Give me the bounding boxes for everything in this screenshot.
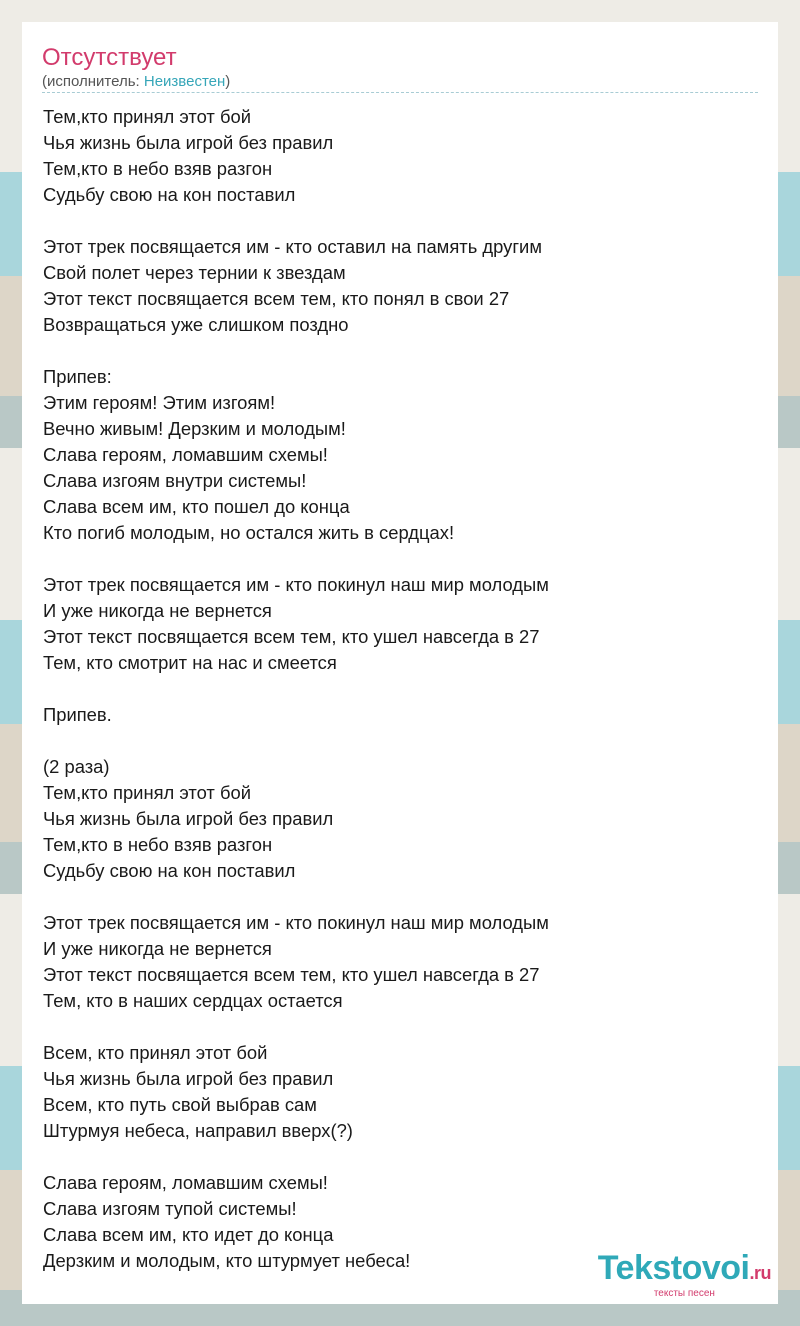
lyric-line: Тем,кто принял этот бой (43, 106, 251, 127)
lyric-line: Тем,кто принял этот бой (43, 782, 251, 803)
lyric-line: Слава изгоям тупой системы! (43, 1198, 297, 1219)
lyric-line: Тем, кто смотрит на нас и смеется (43, 652, 337, 673)
lyric-line: Этот трек посвящается им - кто покинул наш мир молодым (43, 912, 549, 933)
lyric-line: Свой полет через тернии к звездам (43, 262, 346, 283)
logo-tagline: тексты песен (653, 1288, 715, 1299)
lyric-line: Припев: (43, 366, 112, 387)
lyric-line: Судьбу свою на кон поставил (43, 184, 296, 205)
lyric-line: Тем, кто в наших сердцах остается (43, 990, 343, 1011)
lyric-line: Вечно живым! Дерзким и молодым! (43, 418, 346, 439)
lyric-blank-line (43, 1144, 763, 1170)
lyric-line: Слава всем им, кто идет до конца (43, 1224, 334, 1245)
lyric-line: Припев. (43, 704, 112, 725)
lyric-line: Слава героям, ломавшим схемы! (43, 444, 328, 465)
lyric-line: Чья жизнь была игрой без правил (43, 808, 334, 829)
lyric-blank-line (43, 728, 763, 754)
lyric-line: И уже никогда не вернется (43, 600, 272, 621)
lyric-line: Судьбу свою на кон поставил (43, 860, 296, 881)
lyric-line: Слава героям, ломавшим схемы! (43, 1172, 328, 1193)
lyric-line: Кто погиб молодым, но остался жить в сердцах! (43, 522, 455, 543)
lyric-line: (2 раза) (43, 756, 110, 777)
lyric-line: Чья жизнь была игрой без правил (43, 1068, 334, 1089)
lyric-line: Всем, кто путь свой выбрав сам (43, 1094, 317, 1115)
lyric-blank-line (43, 1014, 763, 1040)
site-logo[interactable] (598, 1250, 771, 1299)
lyric-blank-line (43, 338, 763, 364)
lyric-line: Этот текст посвящается всем тем, кто ушел навсегда в 27 (43, 964, 540, 985)
logo-name: Tekstovoi (597, 1249, 750, 1287)
lyric-line: Этот трек посвящается им - кто покинул наш мир молодым (43, 574, 549, 595)
lyric-blank-line (43, 208, 763, 234)
lyric-line: Возвращаться уже слишком поздно (43, 314, 349, 335)
logo-wordmark (598, 1250, 771, 1291)
lyric-line: Слава изгоям внутри системы! (43, 470, 307, 491)
lyric-blank-line (43, 884, 763, 910)
lyric-line: Тем,кто в небо взяв разгон (43, 834, 273, 855)
lyric-line: Этим героям! Этим изгоям! (43, 392, 276, 413)
lyric-line: И уже никогда не вернется (43, 938, 272, 959)
artist-suffix: ) (225, 73, 231, 90)
lyric-line: Слава всем им, кто пошел до конца (43, 496, 350, 517)
artist-line (42, 73, 230, 91)
lyric-line: Этот текст посвящается всем тем, кто понял в свои 27 (43, 288, 510, 309)
lyric-line: Этот текст посвящается всем тем, кто ушел навсегда в 27 (43, 626, 540, 647)
lyric-line: Чья жизнь была игрой без правил (43, 132, 334, 153)
lyric-line: Штурмуя небеса, направил вверх(?) (43, 1120, 353, 1141)
artist-link[interactable]: Неизвестен (143, 73, 226, 90)
lyric-blank-line (43, 676, 763, 702)
lyric-line: Этот трек посвящается им - кто оставил на память другим (43, 236, 542, 257)
lyrics-text (43, 104, 763, 1274)
lyric-line: Тем,кто в небо взяв разгон (43, 158, 273, 179)
lyrics-card (22, 22, 778, 1304)
lyric-line: Дерзким и молодым, кто штурмует небеса! (43, 1250, 411, 1271)
artist-prefix: (исполнитель: (42, 73, 144, 90)
lyric-blank-line (43, 546, 763, 572)
lyric-line: Всем, кто принял этот бой (43, 1042, 268, 1063)
logo-tld: .ru (749, 1263, 771, 1283)
song-title: Отсутствует (42, 44, 177, 71)
divider (42, 92, 758, 93)
